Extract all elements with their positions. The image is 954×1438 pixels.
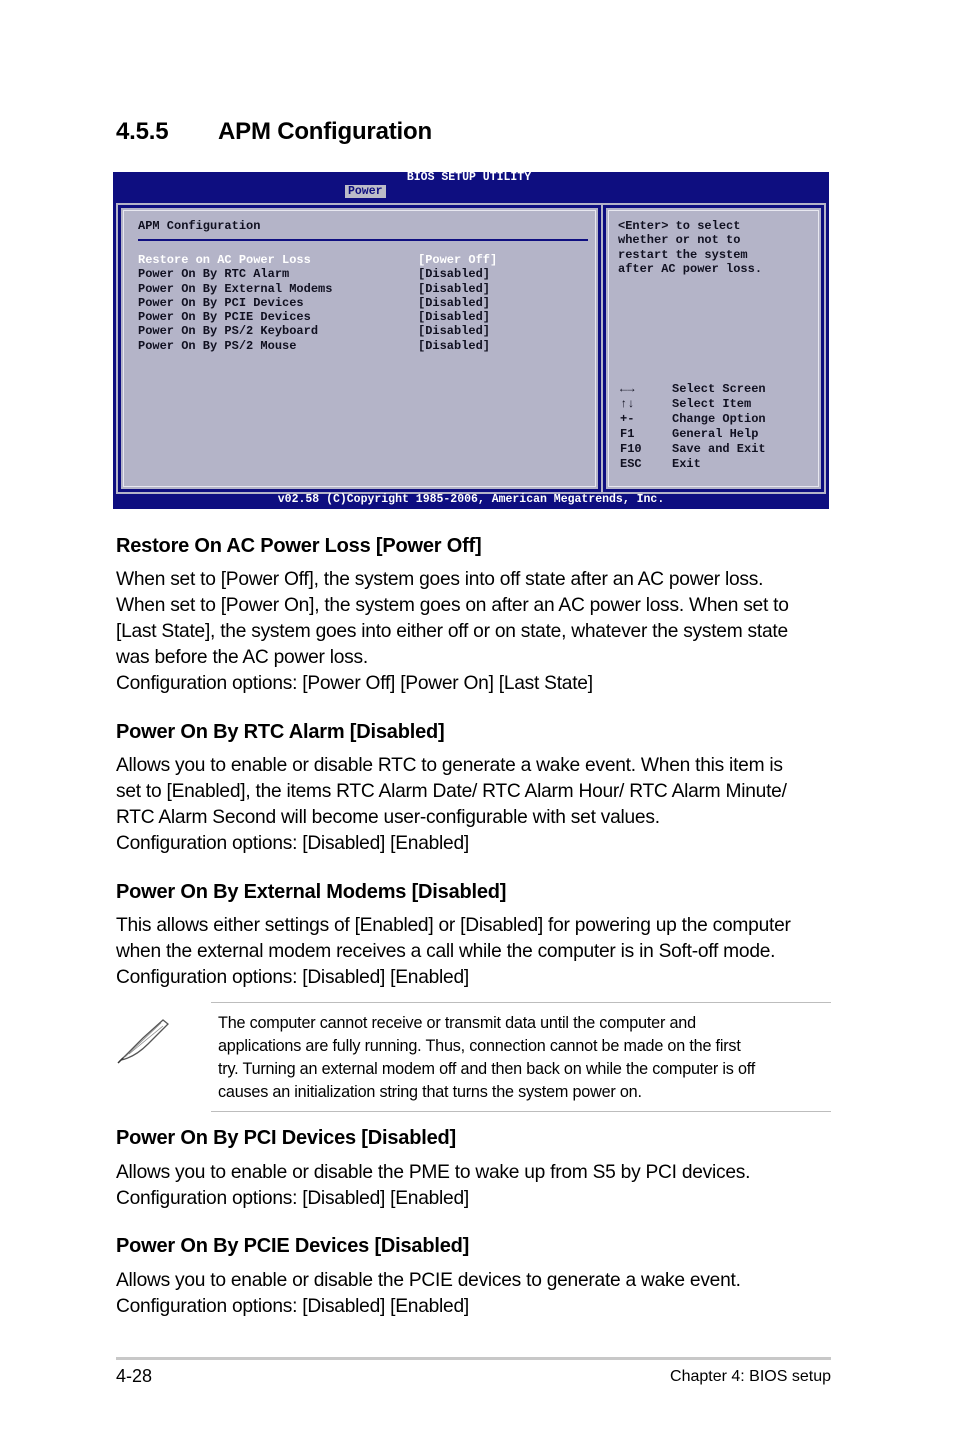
- paragraph-restore-ac-power-loss: When set to [Power Off], the system goes into off state after an AC power loss. When set to [Power On], the system goes on after an AC power loss. When set to [Last State], the system goes into either off or on state, whatever the system state was before the AC power loss. Configuration options: [Power Off] [Power On] [Last State]: [116, 569, 789, 694]
- paragraph-pcie-devices: Allows you to enable or disable the PCIE devices to generate a wake event. Configuration options: [Disabled] [Enabled]: [116, 1270, 741, 1317]
- note-box: [211, 1002, 831, 1112]
- page-number: 4-28: [116, 1366, 153, 1386]
- left-right-arrows-icon: ←→: [620, 382, 635, 396]
- footer-divider: [116, 1357, 831, 1360]
- bios-item-pcie-devices[interactable]: Power On By PCIE Devices [Disabled]: [138, 310, 491, 325]
- bios-help-pane: <Enter> to select whether or not to restart the system after AC power loss. ←→ Select Screen ↑↓ Select Item +- Change Option F1 General Help F10 Save and Exit ESC Exit: [603, 205, 824, 492]
- note-text: The computer cannot receive or transmit data until the computer and applications are fully running. Thus, connection cannot be made on the first try. Turning an external modem off and then back on while the computer is off causes an initialization string that turns the system power on.: [218, 1014, 756, 1101]
- section-title: [116, 118, 432, 146]
- section-number: 4.5.5: [116, 118, 169, 145]
- paragraph-external-modems: This allows either settings of [Enabled] or [Disabled] for powering up the computer when the external modem receives a call while the computer is in Soft-off mode. Configuration options: [Disabled] [Enabled]: [116, 915, 791, 988]
- paragraph-rtc-alarm: Allows you to enable or disable RTC to generate a wake event. When this item is set to [Enabled], the items RTC Alarm Date/ RTC Alarm Hour/ RTC Alarm Minute/ RTC Alarm Second will become user-configurable with set values. Configuration options: [Disabled] [Enabled]: [116, 755, 787, 854]
- bios-panel: [116, 203, 826, 494]
- bios-item-restore-ac-power-loss[interactable]: Restore on AC Power Loss [Power Off]: [138, 253, 498, 267]
- heading-pci-devices: Power On By PCI Devices [Disabled]: [116, 1127, 456, 1149]
- bios-item-list: [138, 253, 497, 353]
- bios-item-pci-devices[interactable]: Power On By PCI Devices [Disabled]: [138, 295, 491, 310]
- bios-help-text: <Enter> to select whether or not to restart the system after AC power loss.: [618, 219, 763, 276]
- paragraph-pci-devices: Allows you to enable or disable the PME to wake up from S5 by PCI devices. Configuration options: [Disabled] [Enabled]: [116, 1162, 751, 1209]
- heading-restore-ac-power-loss: Restore On AC Power Loss [Power Off]: [116, 535, 482, 557]
- chapter-label: Chapter 4: BIOS setup: [670, 1368, 831, 1385]
- bios-menu-heading: APM Configuration: [138, 219, 261, 233]
- bios-item-ps2-mouse[interactable]: Power On By PS/2 Mouse [Disabled]: [138, 338, 491, 353]
- bios-item-ps2-keyboard[interactable]: Power On By PS/2 Keyboard [Disabled]: [138, 324, 491, 339]
- bios-copyright: v02.58 (C)Copyright 1985-2006, American Megatrends, Inc.: [277, 493, 665, 506]
- heading-pcie-devices: Power On By PCIE Devices [Disabled]: [116, 1235, 470, 1257]
- bios-settings-pane: [118, 205, 601, 492]
- bios-screenshot: [113, 172, 829, 509]
- bios-item-external-modems[interactable]: Power On By External Modems [Disabled]: [138, 281, 491, 296]
- up-down-arrows-icon: ↑↓: [620, 397, 635, 411]
- heading-external-modems: Power On By External Modems [Disabled]: [116, 881, 507, 903]
- bios-item-rtc-alarm[interactable]: Power On By RTC Alarm [Disabled]: [138, 267, 491, 282]
- section-title-text: APM Configuration: [218, 118, 432, 145]
- bios-title: BIOS SETUP UTILITY: [406, 171, 532, 184]
- bios-tab-power[interactable]: Power: [345, 185, 386, 198]
- bios-divider: [138, 239, 588, 241]
- pen-note-icon: [113, 1014, 173, 1066]
- heading-rtc-alarm: Power On By RTC Alarm [Disabled]: [116, 721, 445, 743]
